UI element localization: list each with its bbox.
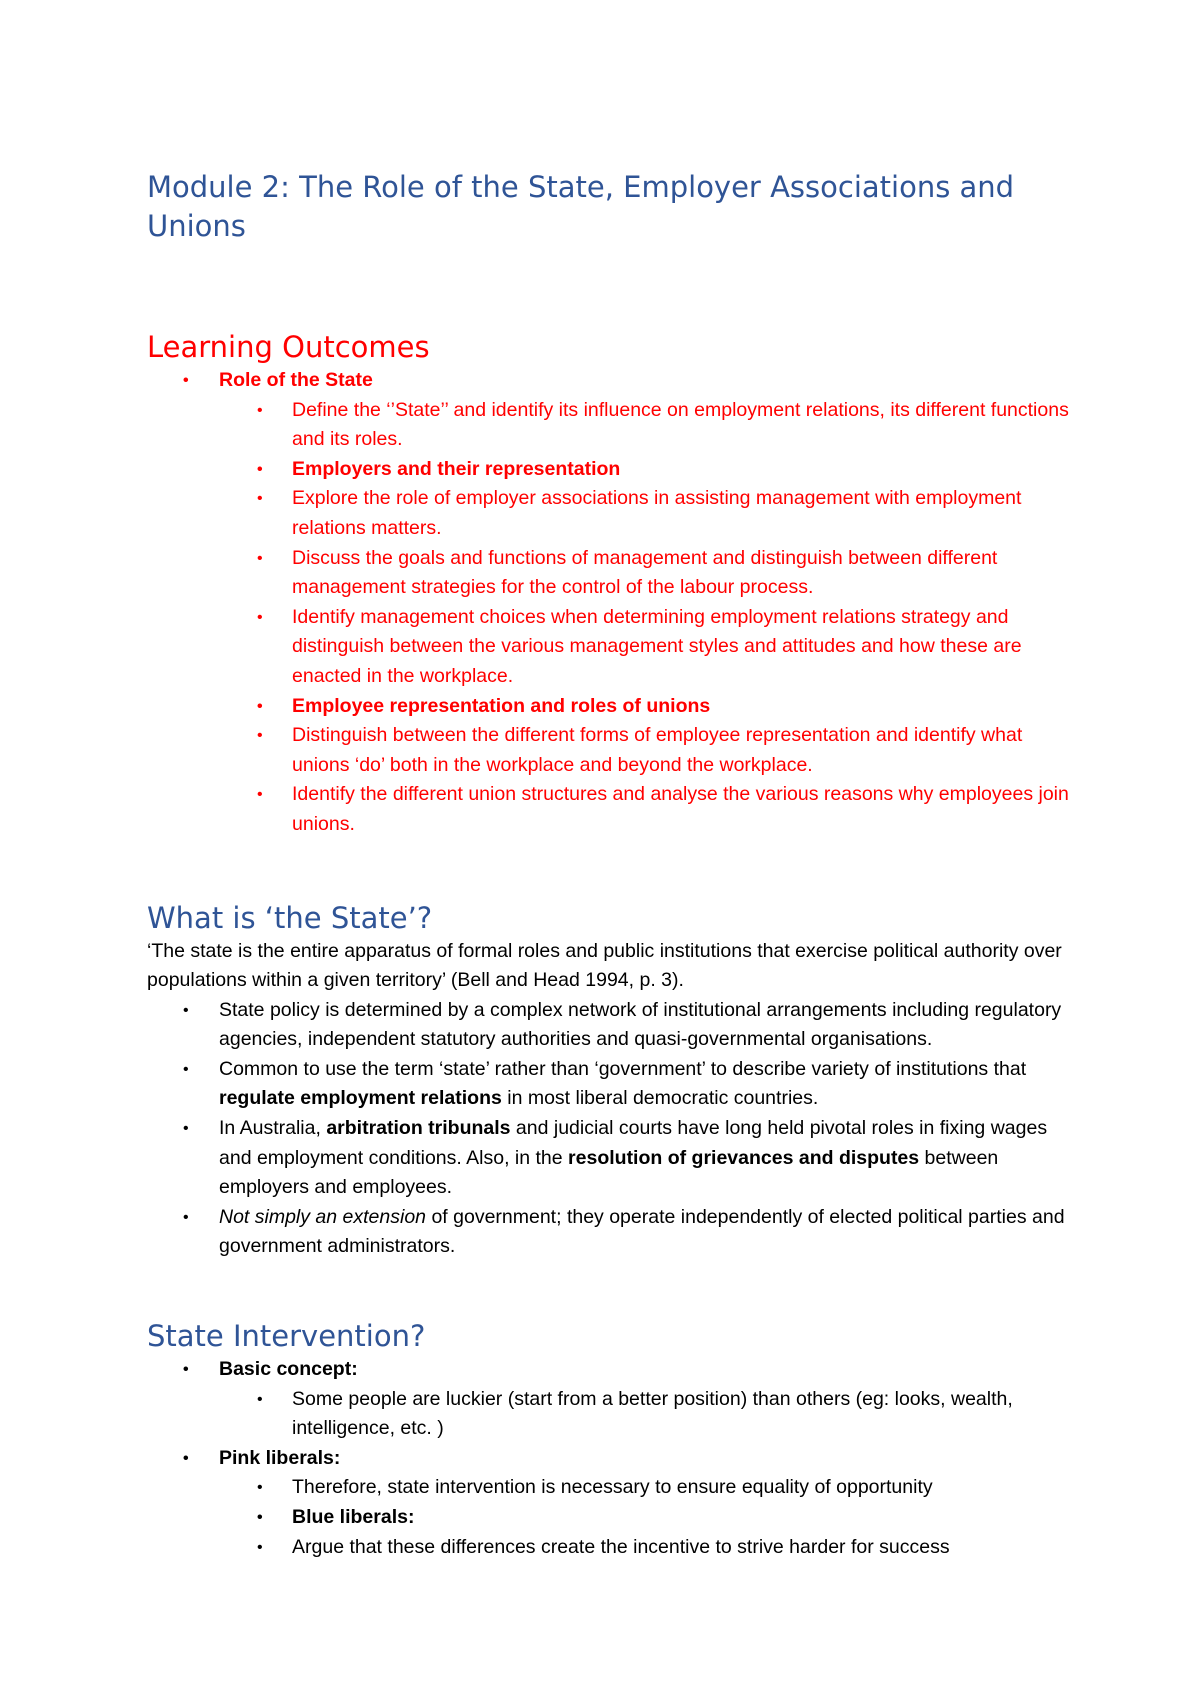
learning-outcomes-heading: Learning Outcomes <box>147 330 430 364</box>
spacer <box>147 1262 1077 1317</box>
learning-outcome-item: • Identify the different union structures and analyse the various reasons why employees join unions. <box>147 780 1077 839</box>
page-title: Module 2: The Role of the State, Employer Associations and Unions <box>147 170 1015 243</box>
learning-outcome-item: • Distinguish between the different forms of employee representation and identify what unions ‘do’ both in the workplace and beyond the workplace. <box>147 721 1077 780</box>
learning-outcome-item: • Discuss the goals and functions of management and distinguish between different management strategies for the control of the labour process. <box>147 544 1077 603</box>
intervention-list <box>147 1444 1077 1474</box>
intervention-item: • Pink liberals: <box>147 1444 1077 1474</box>
learning-outcome-item: • Employee representation and roles of unions <box>147 692 1077 722</box>
intervention-item: • Basic concept: <box>147 1355 1077 1385</box>
text-run: Common to use the term ‘state’ rather than ‘government’ to describe variety of institutions that <box>219 1057 1027 1080</box>
emphasis-text: arbitration tribunals <box>326 1117 511 1140</box>
intervention-item: • Some people are luckier (start from a better position) than others (eg: looks, wealth, intelligence, etc. ) <box>147 1385 1077 1444</box>
state-definition-quote: ‘The state is the entire apparatus of formal roles and public institutions that exercise political authority over populations within a given territory’ (Bell and Head 1994, p. 3). <box>147 939 1062 992</box>
text-run: State policy is determined by a complex network of institutional arrangements including regulatory agencies, independent statutory authorities and quasi-governmental organisations. <box>219 998 1062 1051</box>
state-intervention-heading: State Intervention? <box>147 1319 426 1354</box>
learning-outcome-item: • Explore the role of employer associations in assisting management with employment relations matters. <box>147 484 1077 543</box>
state-point-item <box>147 1203 1077 1262</box>
learning-outcome-item: • Identify management choices when determining employment relations strategy and distinguish between the various management styles and attitudes and how these are enacted in the workplace. <box>147 603 1077 692</box>
state-point-item <box>147 1055 1077 1114</box>
intervention-item: • Therefore, state intervention is necessary to ensure equality of opportunity <box>147 1473 1077 1503</box>
text-run: of government; they operate independently of elected political parties and government administrators. <box>219 1205 1065 1258</box>
intervention-list <box>147 1355 1077 1385</box>
state-point-item <box>147 1114 1077 1203</box>
what-is-state-heading: What is ‘the State’? <box>147 900 433 935</box>
text-run: between employers and employees. <box>219 1146 999 1199</box>
spacer <box>147 840 1077 899</box>
learning-outcome-item: • Define the ‘’State’’ and identify its influence on employment relations, its different functions and its roles. <box>147 396 1077 455</box>
text-run: In Australia, <box>219 1117 327 1140</box>
intervention-item: • Blue liberals: <box>147 1503 1077 1533</box>
learning-outcome-item: • Employers and their representation <box>147 455 1077 485</box>
learning-outcome-item: • Role of the State <box>147 366 1077 396</box>
learning-outcomes-list <box>147 366 1077 396</box>
intervention-sublist <box>147 1385 1077 1444</box>
spacer <box>147 246 1077 328</box>
state-point-item <box>147 996 1077 1055</box>
intervention-item: • Argue that these differences create the incentive to strive harder for success <box>147 1533 1077 1563</box>
intervention-sublist <box>147 1473 1077 1562</box>
state-points-list <box>147 996 1077 1262</box>
document-content <box>147 168 1077 1562</box>
italic-text: Not simply an extension <box>219 1205 427 1228</box>
text-run: and judicial courts have long held pivotal roles in fixing wages and employment conditions. Also, in the <box>219 1117 1048 1169</box>
text-run: in most liberal democratic countries. <box>501 1087 819 1110</box>
emphasis-text: regulate employment relations <box>219 1087 502 1110</box>
learning-outcomes-sublist <box>147 396 1077 840</box>
emphasis-text: resolution of grievances and disputes <box>568 1146 920 1169</box>
